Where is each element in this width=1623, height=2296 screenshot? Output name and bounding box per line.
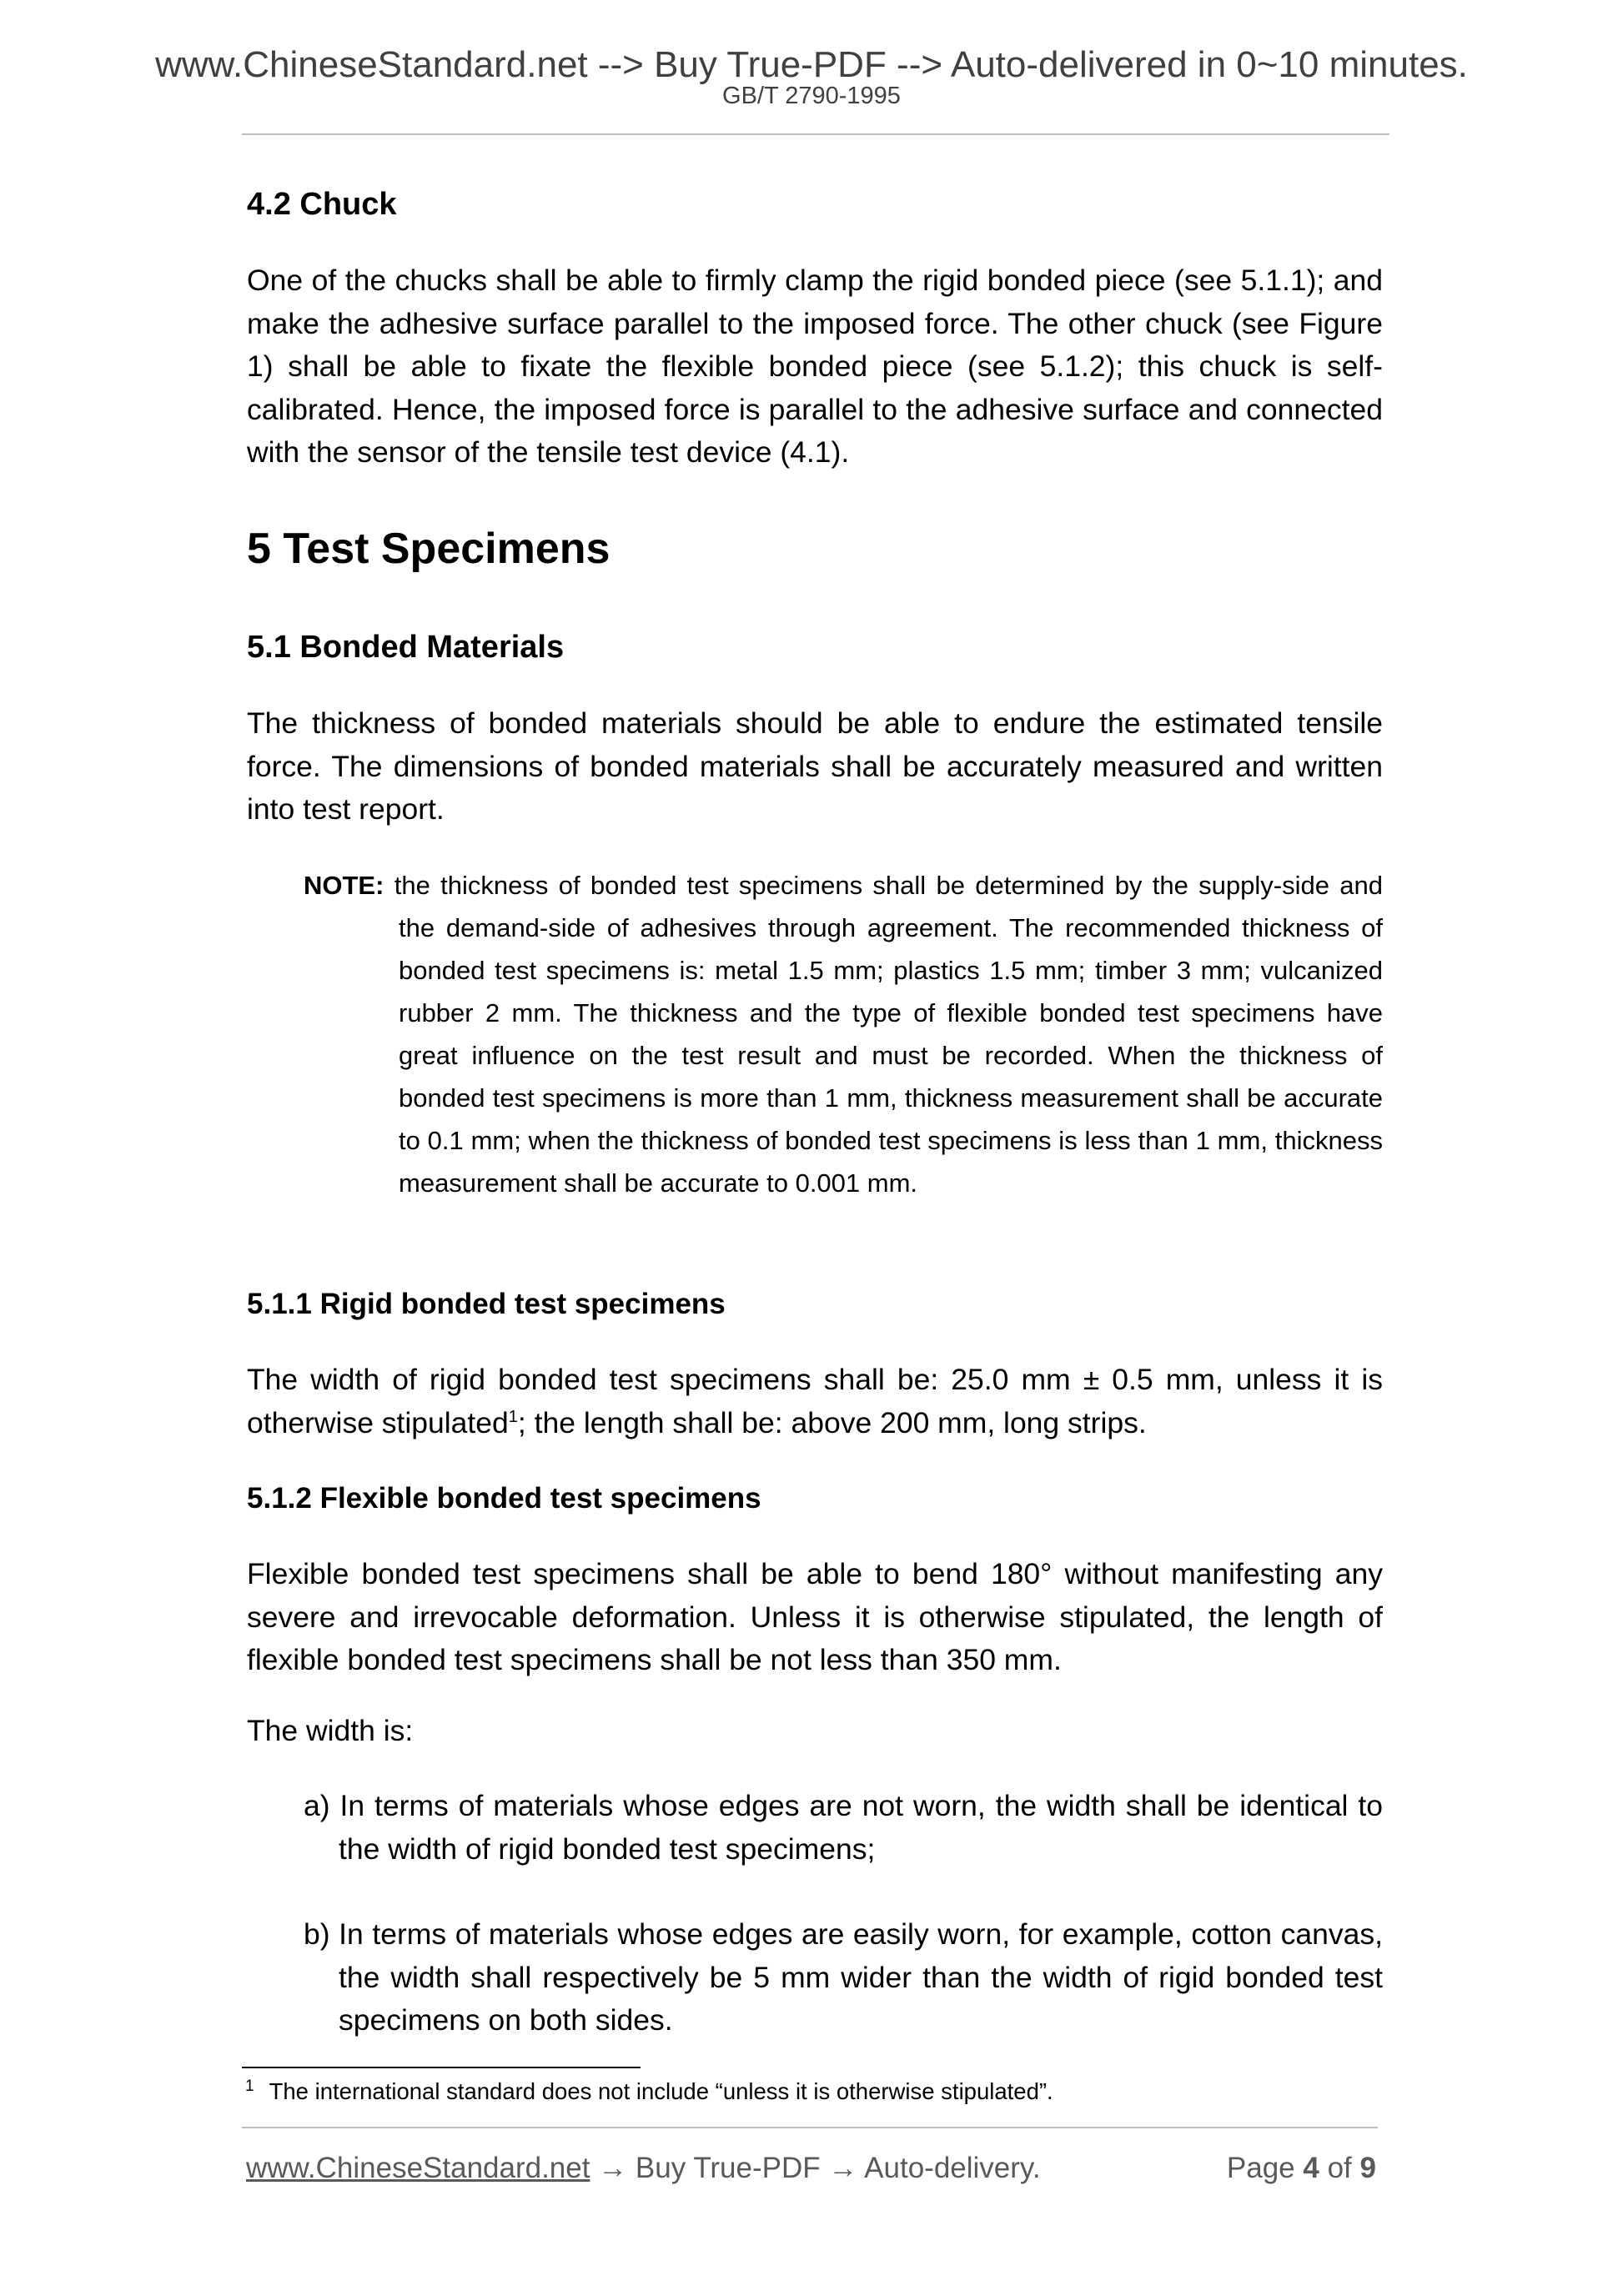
note-5-1	[304, 864, 1383, 1204]
of-word: of	[1327, 2152, 1352, 2184]
paragraph-5-1: The thickness of bonded materials should be able to endure the estimated tensile force. The dimensions of bonded materials shall be accurately measured and written into test report.	[247, 706, 1383, 826]
footer-site-link[interactable]: www.ChineseStandard.net	[246, 2152, 590, 2184]
paragraph-5-1-1-text: The width of rigid bonded test specimens shall be: 25.0 mm ± 0.5 mm, unless it is otherwise stipulated	[247, 1363, 1383, 1439]
paragraph-4-2: One of the chucks shall be able to firmly clamp the rigid bonded piece (see 5.1.1); and make the adhesive surface parallel to the imposed force. The other chuck (see Figure 1) shall be able to fixate the flexible bonded piece (see 5.1.2); this chuck is self-calibrated. Hence, the imposed force is parallel to the adhesive surface and connected with the sensor of the tensile test device (4.1).	[247, 264, 1383, 469]
width-intro: The width is:	[247, 1714, 414, 1747]
heading-5-1-1: 5.1.1 Rigid bonded test specimens	[247, 1288, 726, 1320]
heading-4-2: 4.2 Chuck	[247, 187, 397, 222]
page-word: Page	[1226, 2152, 1295, 2184]
paragraph-5-1-1-text-end: ; the length shall be: above 200 mm, long strips.	[517, 1405, 1147, 1439]
heading-5-1-2: 5.1.2 Flexible bonded test specimens	[247, 1482, 761, 1515]
footer-divider	[242, 2127, 1378, 2128]
page-current: 4	[1303, 2152, 1319, 2184]
header-divider	[242, 133, 1389, 135]
list-item-a: a) In terms of materials whose edges are not worn, the width shall be identical to the width of rigid bonded test specimens;	[304, 1789, 1383, 1866]
footer-promo	[246, 2150, 1041, 2187]
standard-code: GB/T 2790-1995	[722, 83, 901, 109]
footnote-text: The international standard does not include “unless it is otherwise stipulated”.	[269, 2078, 1053, 2104]
note-label: NOTE:	[304, 871, 384, 900]
footer-promo-text: → Buy True-PDF → Auto-delivery.	[590, 2152, 1041, 2184]
site-banner: www.ChineseStandard.net --> Buy True-PDF --> Auto-delivered in 0~10 minutes.	[155, 44, 1468, 85]
footnote	[245, 2077, 1053, 2107]
note-text: the thickness of bonded test specimens shall be determined by the supply-side and the demand-side of adhesives through agreement. The recommended thickness of bonded test specimens is: metal 1.5 mm; plastics 1.5 mm; timber 3 mm; vulcanized rubber 2 mm. The thickness and the type of flexible bonded test specimens have great influence on the test result and must be recorded. When the thickness of bonded test specimens is more than 1 mm, thickness measurement shall be accurate to 0.1 mm; when the thickness of bonded test specimens is less than 1 mm, thickness measurement shall be accurate to 0.001 mm.	[394, 871, 1383, 1198]
footnote-number: 1	[245, 2077, 254, 2095]
heading-5-1: 5.1 Bonded Materials	[247, 630, 565, 665]
page-total: 9	[1359, 2152, 1376, 2184]
paragraph-5-1-2: Flexible bonded test specimens shall be able to bend 180° without manifesting any severe and irrevocable deformation. Unless it is otherwise stipulated, the length of flexible bonded test specimens shall be not less than 350 mm.	[247, 1557, 1383, 1676]
paragraph-5-1-1	[247, 1359, 1383, 1444]
heading-5: 5 Test Specimens	[247, 525, 611, 573]
footnote-reference[interactable]: 1	[508, 1407, 518, 1426]
footnote-divider	[242, 2067, 641, 2068]
list-item-b: b) In terms of materials whose edges are easily worn, for example, cotton canvas, the width shall respectively be 5 mm wider than the width of rigid bonded test specimens on both sides.	[304, 1917, 1383, 2037]
page-number	[1227, 2150, 1376, 2187]
